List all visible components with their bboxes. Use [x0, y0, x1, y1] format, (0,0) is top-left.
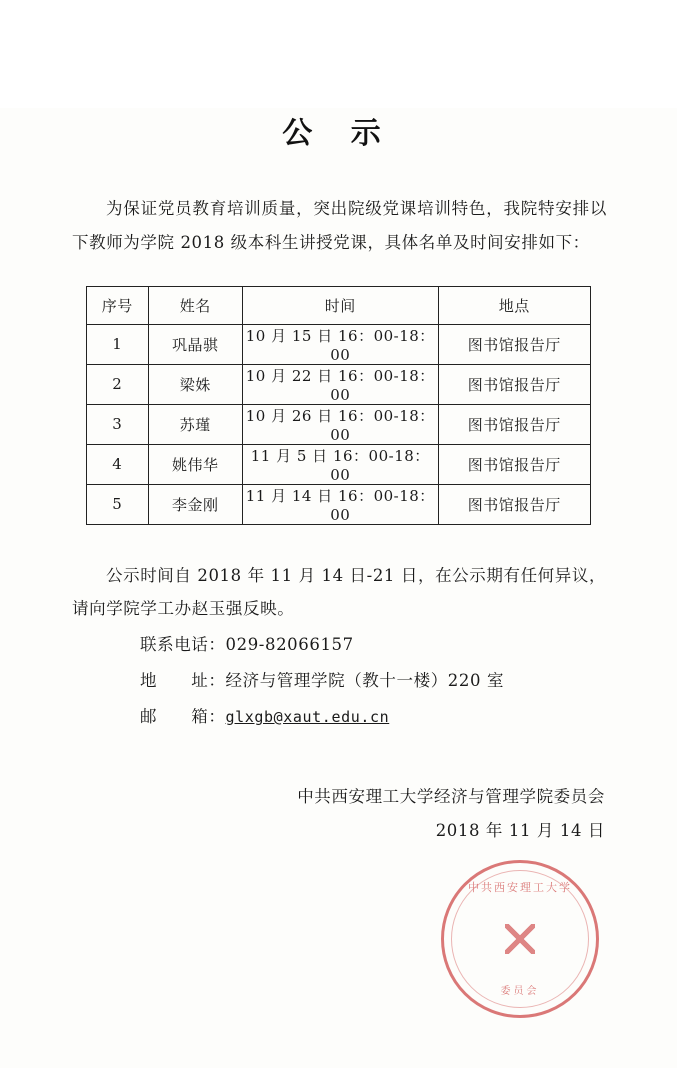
- contact-address-value: 经济与管理学院（教十一楼）220 室: [225, 671, 505, 691]
- cell-place: 图书馆报告厅: [438, 364, 590, 404]
- table-header-cell-place: 地点: [438, 286, 590, 324]
- contact-phone-value: 029-82066157: [225, 635, 354, 655]
- table-row: [87, 324, 591, 364]
- seal-inner-ring: [451, 870, 589, 1008]
- contact-address-label: 地 址：: [140, 671, 226, 691]
- contact-email-label: 邮 箱：: [140, 706, 226, 726]
- contact-email-value[interactable]: glxgb@xaut.edu.cn: [225, 707, 390, 726]
- table-header-row: [87, 286, 591, 324]
- cell-time: 11 月 5 日 16：00-18：00: [242, 444, 438, 484]
- cell-time: 10 月 15 日 16：00-18：00: [242, 324, 438, 364]
- cell-no: 4: [87, 444, 149, 484]
- table-header-cell-time: 时间: [242, 286, 438, 324]
- cell-no: 3: [87, 404, 149, 444]
- tail-paragraph: 公示时间自 2018 年 11 月 14 日-21 日，在公示期有任何异议，请向学院学工办赵玉强反映。: [72, 565, 607, 619]
- official-seal-stamp: [441, 860, 599, 1018]
- cell-no: 1: [87, 324, 149, 364]
- cell-no: 5: [87, 484, 149, 524]
- cell-name: 苏瑾: [148, 404, 242, 444]
- cell-place: 图书馆报告厅: [438, 404, 590, 444]
- tail-block: [72, 559, 607, 734]
- intro-paragraph-block: [72, 192, 607, 260]
- table-header-cell-no: 序号: [87, 286, 149, 324]
- signature-organization: 中共西安理工大学经济与管理学院委员会: [297, 786, 605, 806]
- cell-name: 梁姝: [148, 364, 242, 404]
- cell-time: 10 月 26 日 16：00-18：00: [242, 404, 438, 444]
- cell-no: 2: [87, 364, 149, 404]
- signature-block: [0, 780, 677, 849]
- page-title: 公 示: [282, 116, 395, 151]
- contact-address-line: [72, 664, 607, 698]
- signature-date: 2018 年 11 月 14 日: [435, 821, 605, 841]
- table-row: [87, 404, 591, 444]
- cell-name: 巩晶骐: [148, 324, 242, 364]
- table-row: [87, 484, 591, 524]
- cell-time: 10 月 22 日 16：00-18：00: [242, 364, 438, 404]
- cell-time: 11 月 14 日 16：00-18：00: [242, 484, 438, 524]
- cell-name: 姚伟华: [148, 444, 242, 484]
- table-row: [87, 444, 591, 484]
- contact-phone-label: 联系电话：: [140, 635, 226, 655]
- cell-name: 李金刚: [148, 484, 242, 524]
- seal-bottom-text: 委员会: [500, 986, 540, 997]
- cell-place: 图书馆报告厅: [438, 444, 590, 484]
- cell-place: 图书馆报告厅: [438, 324, 590, 364]
- table-header-cell-name: 姓名: [148, 286, 242, 324]
- table-row: [87, 364, 591, 404]
- intro-paragraph: 为保证党员教育培训质量，突出院级党课培训特色，我院特安排以下教师为学院 2018 级本科生讲授党课，具体名单及时间安排如下：: [72, 199, 607, 252]
- contact-email-line: [72, 700, 607, 734]
- document-page: [0, 108, 677, 1068]
- cell-place: 图书馆报告厅: [438, 484, 590, 524]
- contact-phone-line: [72, 628, 607, 662]
- schedule-table: [86, 286, 591, 525]
- seal-top-text: 中共西安理工大学: [468, 881, 572, 894]
